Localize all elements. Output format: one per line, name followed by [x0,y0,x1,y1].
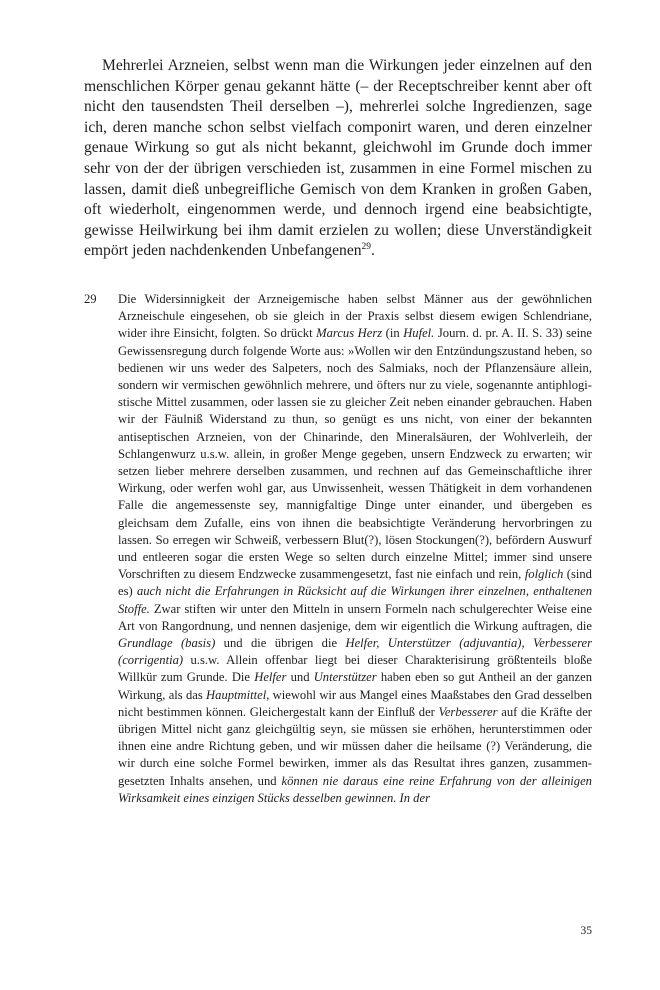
main-paragraph-text: Mehrerlei Arzneien, selbst wenn man die Wirkungen jeder einzelnen auf den menschlichen Körper genau gekannt hätte (– der Receptschreiber kennt aber oft nicht den tausendsten Theil derselben –), mehrerlei solche Ingredienzen, sage ich, deren manche schon selbst vielfach componirt waren, und deren einzelner genaue Wirkung so gut als nicht bekannt, gleichwohl im Grunde doch immer sehr von der der übrigen verschieden ist, zusammen in eine Formel mischen zu lassen, damit dieß unbegreifliche Gemisch von dem Kranken in großen Gaben, oft wiederholt, eingenommen werde, und dennoch irgend eine beabsichtigte, gewisse Heilwirkung bei ihm damit erzielen zu wollen; diese Unverständigkeit empört jeden nachdenkenden Unbefangenen [84,57,592,260]
emphasis-source: Hufel. [403,326,435,341]
emphasis-grundlage: Grundlage (basis) [118,636,216,651]
footnote-reference: 29 [361,242,372,253]
emphasis-name: Marcus Herz [316,326,383,341]
emphasis-helfer-2: Helfer [254,670,287,685]
emphasis-helfer: Helfer, Unterstützer (adjuvantia), Verbesserer (corrigentia) [118,636,592,668]
footnote-number: 29 [84,292,97,306]
main-paragraph: Mehrerlei Arzneien, selbst wenn man die Wirkungen jeder einzelnen auf den menschlichen Körper genau gekannt hätte (– der Receptschreiber kennt aber oft nicht den tausendsten Theil derselben –), mehrerlei solche Ingredienzen, sage ich, deren manche schon selbst vielfach componirt waren, und deren einzelner genaue Wirkung so gut als nicht bekannt, gleichwohl im Grunde doch immer sehr von der der übrigen verschieden ist, zusammen in eine Formel mischen zu lassen, damit dieß unbegreifliche Gemisch von dem Kranken in großen Gaben, oft wiederholt, eingenommen werde, und dennoch irgend eine beabsichtigte, gewisse Heilwirkung bei ihm damit erzielen zu wollen; diese Unverständigkeit empört jeden nachdenkenden Unbefangenen$^{29}$. [84,57,592,260]
emphasis-verbesserer: Verbesserer [438,704,498,719]
emphasis-hauptmittel: Hauptmittel, [206,687,270,702]
emphasis-koennen: können nie daraus eine reine Erfahrung von der alleinigen Wirksamkeit eines einzigen Stücks desselben gewinnen. In der [118,773,592,805]
page-number: 35 [580,925,592,937]
emphasis-unterstuetzer: Unterstützer [313,670,377,685]
emphasis-folglich: folglich [524,567,564,582]
footnote-text: Die Widersinnigkeit der Arzneigemische haben selbst Männer aus der gewöhnlichen Arzneischule eingesehen, ob sie gleich in der Praxis selbst diesem ewigen Schlendriane, wider ihre Einsicht, folgten. So drückt Marcus Herz (in Hufel. Journ. d. pr. A. II. S. 33) seine Gewissensregung durch folgende Worte aus: »Wollen wir den Entzündungszustand heben, so bedienen wir uns weder des Salpeters, noch des Salmiaks, noch der Pflanzensäure allein, sondern wir vermischen gewöhnlich mehrere, und öfters nur zu viele, sogenannte antiphlogistische Mittel zusammen, oder lassen sie zu gleicher Zeit neben einander gebrauchen. Haben wir der Fäulniß Widerstand zu thun, so genügt es uns nicht, von einer der bekannten antiseptischen Arzneien, von der Chinarinde, den Mineralsäuren, der Wohlverleih, der Schlangenwurz u.s.w. allein, in großer Menge gegeben, unsern Endzweck zu erwarten; wir setzen lieber mehrere derselben zusammen, und rechnen auf das Gemeinschaftliche ihrer Wirkung, oder werfen wohl gar, aus Unwissenheit, wessen Thätigkeit in dem vorhandenen Falle die angemessenste sey, mannigfaltige Dinge unter einander, und übergeben es gleichsam dem Zufalle, eins von ihnen die beabsichtigte Veränderung hervorbringen zu lassen. So erregen wir Schweiß, verbessern Blut(?), lösen Stockungen(?), befördern Auswurf und entleeren sogar die ersten Wege so selten durch einzelne Mittel; immer sind unsere Vorschriften zu diesem Endzwecke zusammengesetzt, fast nie einfach und rein, folglich (sind es) auch nicht die Erfahrungen in Rücksicht auf die Wirkungen ihrer einzelnen, enthaltenen Stoffe. Zwar stiften wir unter den Mitteln in unsern Formeln nach schulgerechter Weise eine Art von Rangordnung, und nennen dasjenige, dem wir eigentlich die Wirkung auftragen, die Grundlage (basis) und die übrigen die Helfer, Unterstützer (adjuvantia), Verbesserer (corrigentia) u.s.w. Allein offenbar liegt bei dieser Charakterisirung größtenteils bloße Willkür zum Grunde. Die Helfer und Unterstützer haben eben so gut Antheil an der ganzen Wirkung, als das Hauptmittel, wiewohl wir aus Mangel eines Maaßstabes den Grad desselben nicht bestimmen können. Gleichergestalt kann der Einfluß der Verbesserer auf die Kräfte der übrigen Mittel nicht ganz gleichgültig seyn, sie müssen sie erhöhen, herunterstimmen oder ihnen eine andre Richtung geben, und wir müssen daher die heilsame (?) Veränderung, die wir durch eine solche Formel bewirken, immer als das Resultat ihres ganzen, zusammengesetzten Inhalts ansehen, und können nie daraus eine reine Erfahrung von der alleinigen Wirksamkeit eines einzigen Stücks desselben gewinnen. In der [118,292,593,805]
emphasis-auch: auch nicht die Erfahrungen in Rücksicht auf die Wirkungen ihrer einzelnen, enthaltenen Stoffe. [118,584,592,616]
